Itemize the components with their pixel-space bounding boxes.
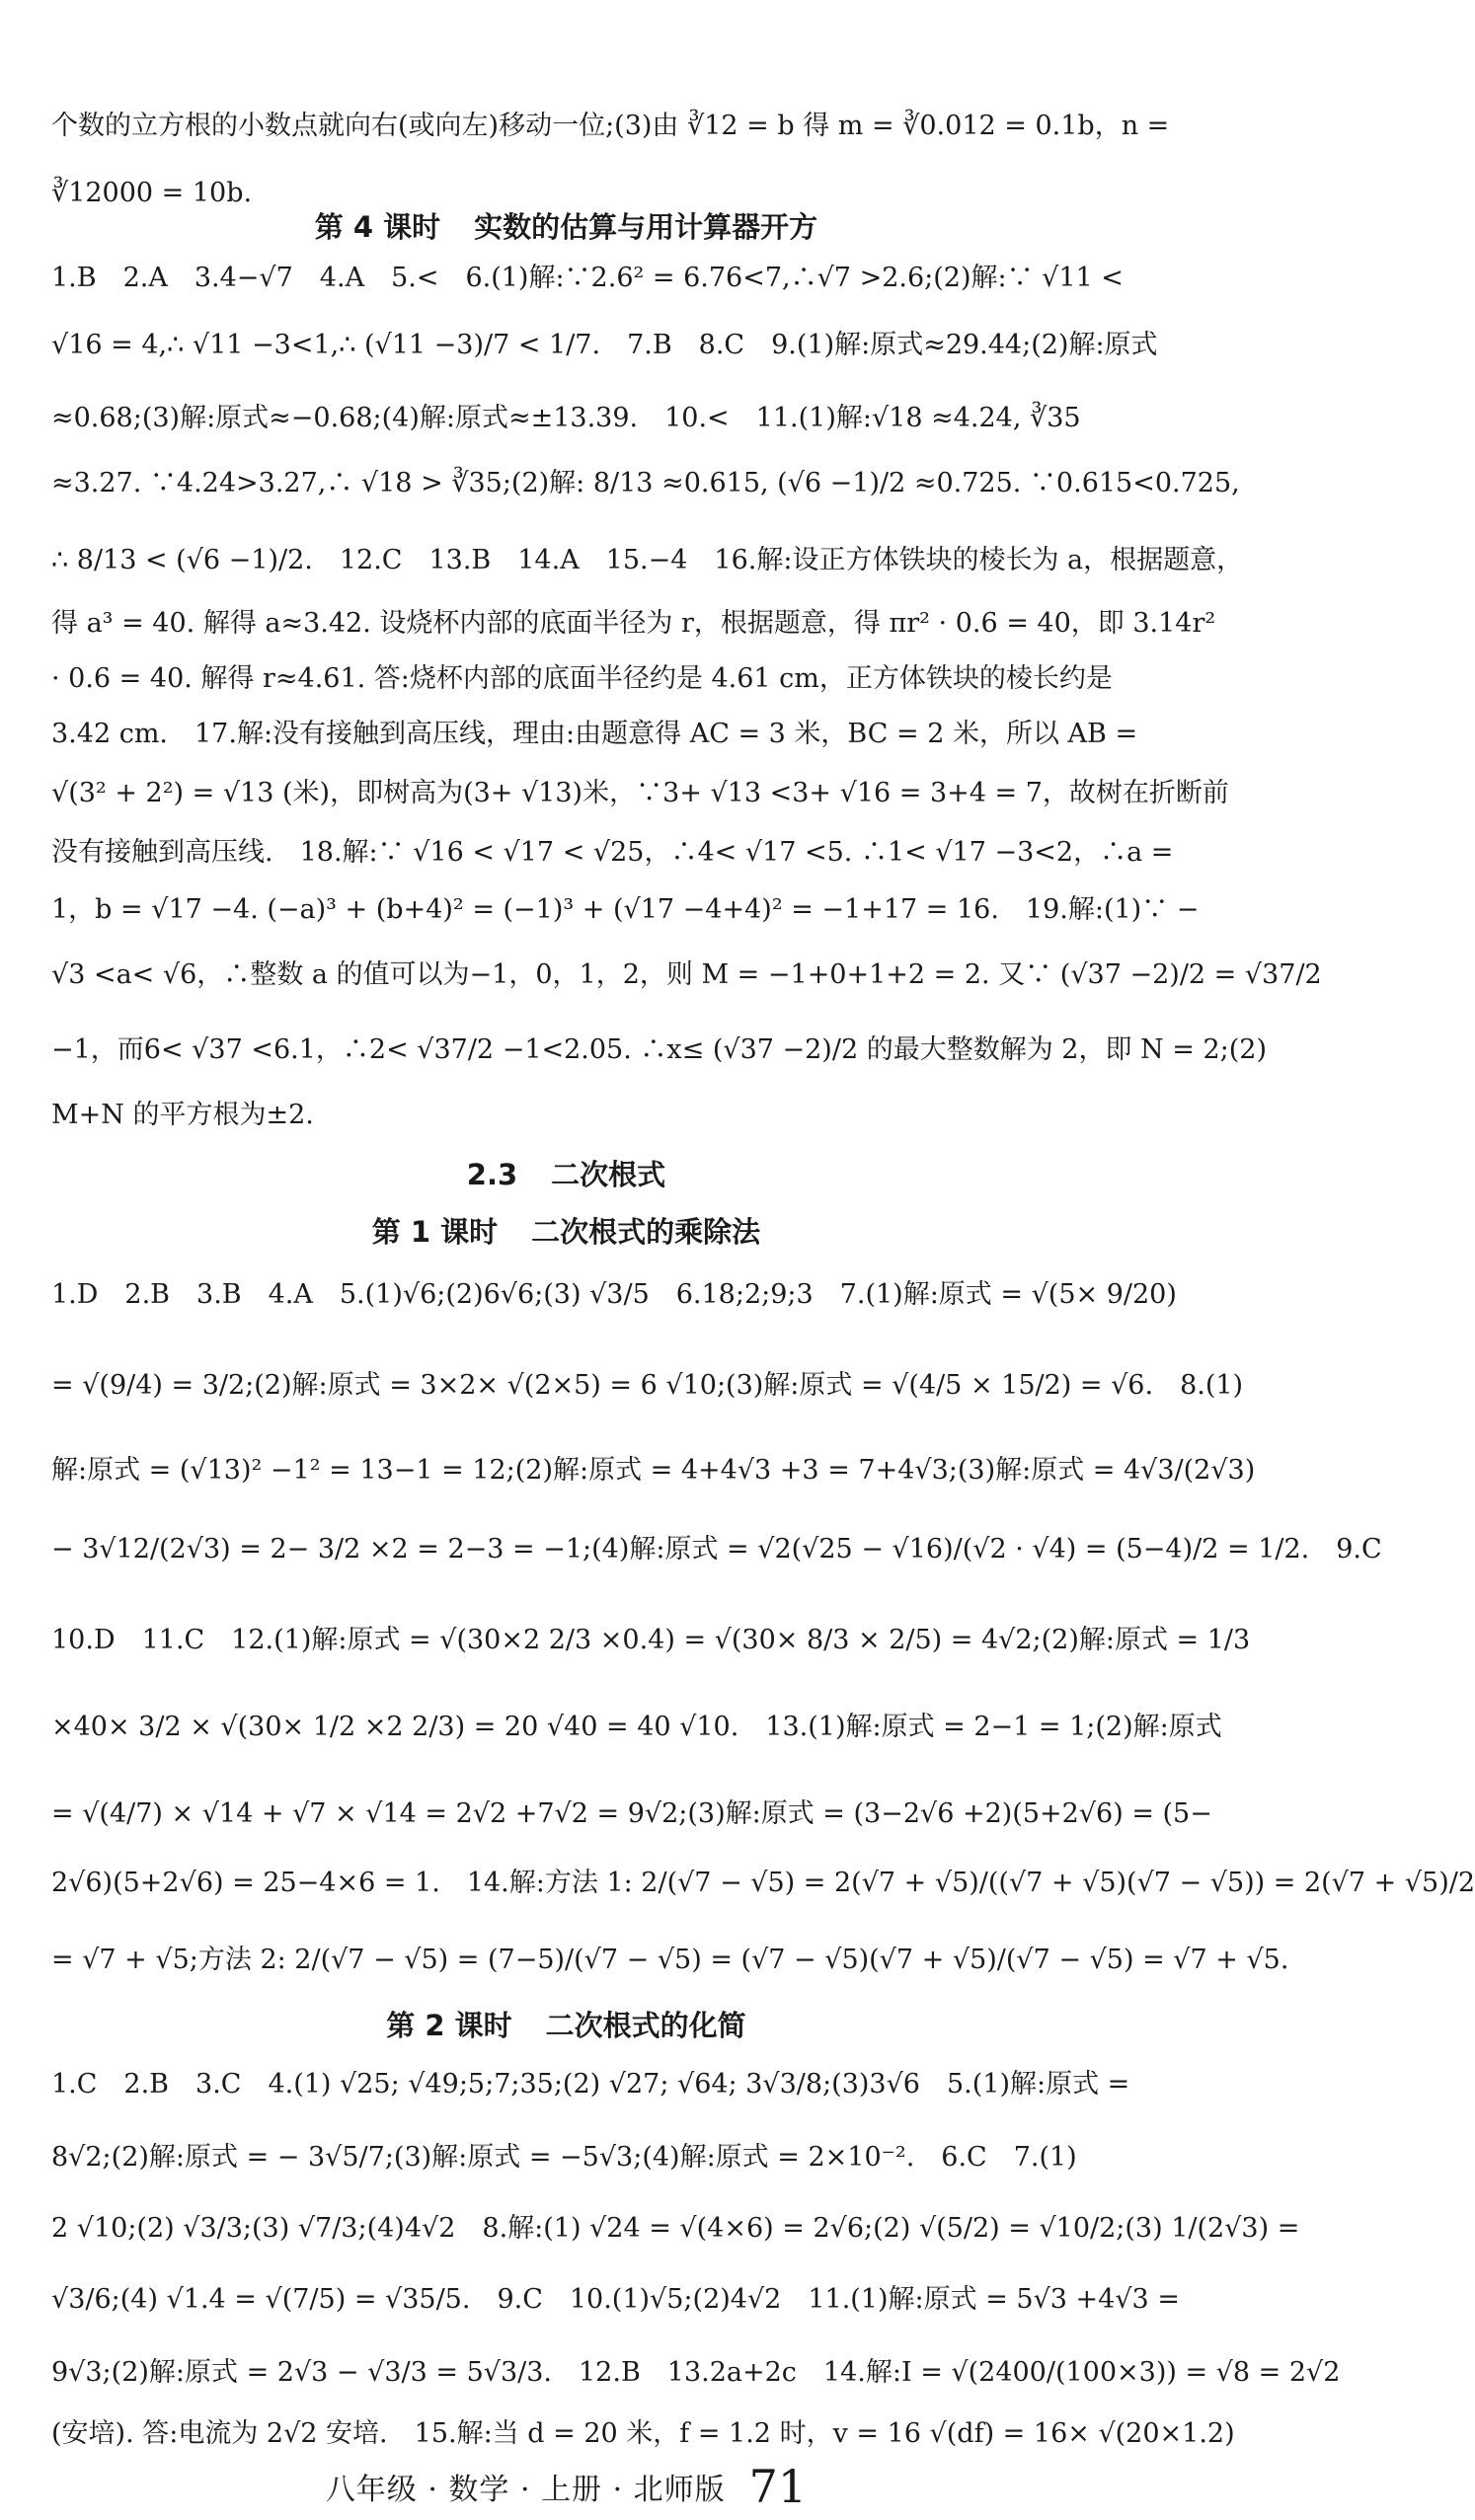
text-line: 2 √10;(2) √3/3;(3) √7/3;(4)4√2 8.解:(1) √24 = √(4×6) = 2√6;(2) √(5/2) = √10/2;(3) 1/(2√3) = bbox=[51, 2213, 1300, 2244]
text-line: = √(4/7) × √14 + √7 × √14 = 2√2 +7√2 = 9√2;(3)解:原式 = (3−2√6 +2)(5+2√6) = (5− bbox=[51, 1798, 1212, 1829]
heading-title: 实数的估算与用计算器开方 bbox=[474, 210, 818, 244]
section-heading bbox=[0, 1212, 1132, 1252]
text-line: (安培). 答:电流为 2√2 安培. 15.解:当 d = 20 米，f = 1.2 时，v = 16 √(df) = 16× √(20×1.2) bbox=[51, 2418, 1235, 2449]
text-line: √3 <a< √6，∴整数 a 的值可以为−1，0，1，2，则 M = −1+0+1+2 = 2. 又∵ (√37 −2)/2 = √37/2 bbox=[51, 959, 1322, 990]
text-line: − 3√12/(2√3) = 2− 3/2 ×2 = 2−3 = −1;(4)解:原式 = √2(√25 − √16)/(√2 · √4) = (5−4)/2 = 1/2. 9.C bbox=[51, 1534, 1382, 1565]
text-line: √3/6;(4) √1.4 = √(7/5) = √35/5. 9.C 10.(1)√5;(2)4√2 11.(1)解:原式 = 5√3 +4√3 = bbox=[51, 2284, 1180, 2315]
heading-number: 2.3 bbox=[466, 1158, 518, 1191]
text-line: 9√3;(2)解:原式 = 2√3 − √3/3 = 5√3/3. 12.B 13.2a+2c 14.解:I = √(2400/(100×3)) = √8 = 2√2 bbox=[51, 2357, 1341, 2388]
text-line: 得 a³ = 40. 解得 a≈3.42. 设烧杯内部的底面半径为 r，根据题意，得 πr² · 0.6 = 40，即 3.14r² bbox=[51, 608, 1216, 639]
page-footer bbox=[0, 2460, 1132, 2519]
text-line: = √7 + √5;方法 2: 2/(√7 − √5) = (7−5)/(√7 − √5) = (√7 − √5)(√7 + √5)/(√7 − √5) = √7 + √5. bbox=[51, 1945, 1289, 1975]
text-line: 没有接触到高压线. 18.解:∵ √16 < √17 < √25，∴4< √17 <5. ∴1< √17 −3<2，∴a = bbox=[51, 837, 1174, 868]
text-line: M+N 的平方根为±2. bbox=[51, 1100, 314, 1130]
heading-title: 二次根式 bbox=[551, 1158, 666, 1191]
text-line: 个数的立方根的小数点就向右(或向左)移动一位;(3)由 ∛12 = b 得 m = ∛0.012 = 0.1b，n = bbox=[51, 111, 1170, 141]
text-line: 2√6)(5+2√6) = 25−4×6 = 1. 14.解:方法 1: 2/(√7 − √5) = 2(√7 + √5)/((√7 + √5)(√7 − √5)) = 2(√7 + √5)/2 bbox=[51, 1868, 1475, 1898]
text-line: ≈0.68;(3)解:原式≈−0.68;(4)解:原式≈±13.39. 10.< 11.(1)解:√18 ≈4.24, ∛35 bbox=[51, 403, 1081, 433]
text-line: = √(9/4) = 3/2;(2)解:原式 = 3×2× √(2×5) = 6 √10;(3)解:原式 = √(4/5 × 15/2) = √6. 8.(1) bbox=[51, 1370, 1244, 1401]
text-line: −1，而6< √37 <6.1，∴2< √37/2 −1<2.05. ∴x≤ (√37 −2)/2 的最大整数解为 2，即 N = 2;(2) bbox=[51, 1034, 1267, 1065]
text-line: 1.C 2.B 3.C 4.(1) √25; √49;5;7;35;(2) √27; √64; 3√3/8;(3)3√6 5.(1)解:原式 = bbox=[51, 2069, 1130, 2100]
book-info: 八年级 · 数学 · 上册 · 北师版 bbox=[325, 2473, 726, 2507]
text-line: ∛12000 = 10b. bbox=[51, 178, 253, 208]
heading-number: 第 2 课时 bbox=[386, 2009, 512, 2042]
text-line: ≈3.27. ∵4.24>3.27,∴ √18 > ∛35;(2)解: 8/13 ≈0.615, (√6 −1)/2 ≈0.725. ∵0.615<0.725, bbox=[51, 468, 1240, 498]
heading-number: 第 4 课时 bbox=[314, 210, 441, 244]
text-line: 1.B 2.A 3.4−√7 4.A 5.< 6.(1)解:∵2.6² = 6.76<7,∴√7 >2.6;(2)解:∵ √11 < bbox=[51, 263, 1124, 293]
text-line: 8√2;(2)解:原式 = − 3√5/7;(3)解:原式 = −5√3;(4)解:原式 = 2×10⁻². 6.C 7.(1) bbox=[51, 2142, 1077, 2173]
text-line: ∴ 8/13 < (√6 −1)/2. 12.C 13.B 14.A 15.−4 16.解:设正方体铁块的棱长为 a，根据题意， bbox=[51, 545, 1244, 575]
page-number: 71 bbox=[748, 2460, 808, 2513]
heading-title: 二次根式的乘除法 bbox=[531, 1215, 761, 1249]
text-line: 10.D 11.C 12.(1)解:原式 = √(30×2 2/3 ×0.4) = √(30× 8/3 × 2/5) = 4√2;(2)解:原式 = 1/3 bbox=[51, 1625, 1251, 1655]
text-line: 解:原式 = (√13)² −1² = 13−1 = 12;(2)解:原式 = 4+4√3 +3 = 7+4√3;(3)解:原式 = 4√3/(2√3) bbox=[51, 1455, 1256, 1486]
heading-number: 第 1 课时 bbox=[371, 1215, 499, 1249]
text-line: · 0.6 = 40. 解得 r≈4.61. 答:烧杯内部的底面半径约是 4.61 cm，正方体铁块的棱长约是 bbox=[51, 663, 1113, 694]
section-heading bbox=[0, 1155, 1132, 1194]
heading-title: 二次根式的化简 bbox=[545, 2009, 746, 2042]
section-heading bbox=[0, 2006, 1132, 2045]
text-line: 1，b = √17 −4. (−a)³ + (b+4)² = (−1)³ + (√17 −4+4)² = −1+17 = 16. 19.解:(1)∵ − bbox=[51, 894, 1200, 925]
text-line: √16 = 4,∴ √11 −3<1,∴ (√11 −3)/7 < 1/7. 7.B 8.C 9.(1)解:原式≈29.44;(2)解:原式 bbox=[51, 330, 1158, 360]
text-line: 1.D 2.B 3.B 4.A 5.(1)√6;(2)6√6;(3) √3/5 6.18;2;9;3 7.(1)解:原式 = √(5× 9/20) bbox=[51, 1279, 1177, 1310]
text-line: √(3² + 2²) = √13 (米)，即树高为(3+ √13)米，∵3+ √13 <3+ √16 = 3+4 = 7，故树在折断前 bbox=[51, 778, 1229, 808]
section-heading bbox=[0, 207, 1132, 247]
text-line: ×40× 3/2 × √(30× 1/2 ×2 2/3) = 20 √40 = 40 √10. 13.(1)解:原式 = 2−1 = 1;(2)解:原式 bbox=[51, 1712, 1222, 1742]
text-line: 3.42 cm. 17.解:没有接触到高压线，理由:由题意得 AC = 3 米，BC = 2 米，所以 AB = bbox=[51, 719, 1138, 749]
